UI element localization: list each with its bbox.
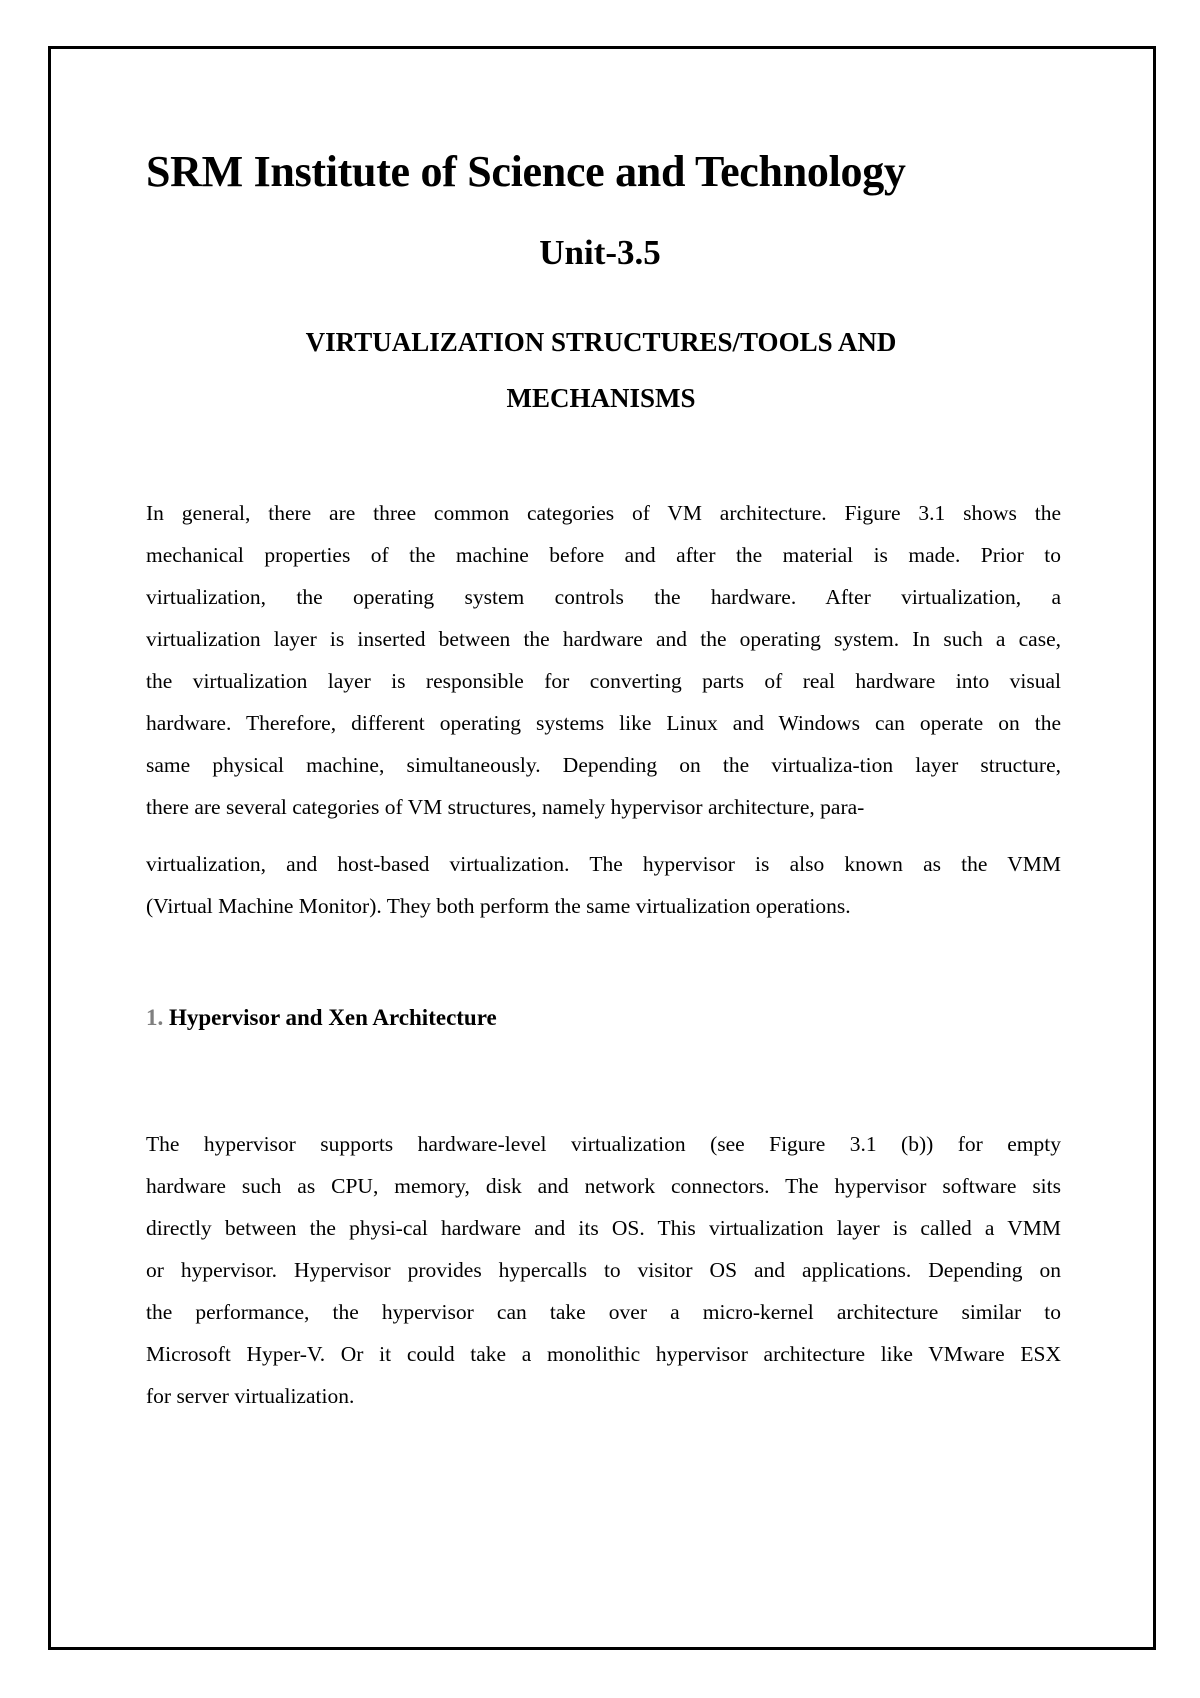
paragraph-line: mechanical properties of the machine before and after the material is made. Prior to <box>146 543 1061 567</box>
paragraph-line: hardware. Therefore, different operating systems like Linux and Windows can operate on the <box>146 711 1061 735</box>
section-title <box>240 314 962 426</box>
section-title-line-2: MECHANISMS <box>506 383 696 413</box>
paragraph-line: the performance, the hypervisor can take over a micro-kernel architecture similar to <box>146 1300 1061 1324</box>
subheading-hypervisor <box>146 1005 497 1031</box>
subheading-text: Hypervisor and Xen Architecture <box>169 1005 497 1030</box>
paragraph-line: The hypervisor supports hardware-level virtualization (see Figure 3.1 (b)) for empty <box>146 1132 1061 1156</box>
paragraph-continuation <box>146 843 1061 927</box>
paragraph-line: (Virtual Machine Monitor). They both perform the same virtualization operations. <box>146 894 851 918</box>
paragraph-line: the virtualization layer is responsible for converting parts of real hardware into visual <box>146 669 1061 693</box>
paragraph-line: virtualization, the operating system controls the hardware. After virtualization, a <box>146 585 1061 609</box>
subheading-number: 1. <box>146 1005 164 1030</box>
paragraph-line: virtualization layer is inserted between the hardware and the operating system. In such a case, <box>146 627 1061 651</box>
paragraph-line: or hypervisor. Hypervisor provides hypercalls to visitor OS and applications. Depending on <box>146 1258 1061 1282</box>
paragraph-line: hardware such as CPU, memory, disk and network connectors. The hypervisor software sits <box>146 1174 1061 1198</box>
paragraph-line: same physical machine, simultaneously. Depending on the virtualiza-tion layer structure, <box>146 753 1061 777</box>
section-title-line-1: VIRTUALIZATION STRUCTURES/TOOLS AND <box>305 327 897 357</box>
paragraph-line: virtualization, and host-based virtualization. The hypervisor is also known as the VMM <box>146 852 1061 876</box>
paragraph-line: for server virtualization. <box>146 1384 355 1408</box>
paragraph-line: In general, there are three common categories of VM architecture. Figure 3.1 shows the <box>146 501 1061 525</box>
paragraph-line: Microsoft Hyper-V. Or it could take a monolithic hypervisor architecture like VMware ESX <box>146 1342 1061 1366</box>
paragraph-hypervisor <box>146 1123 1061 1417</box>
paragraph-line: directly between the physi-cal hardware and its OS. This virtualization layer is called a VMM <box>146 1216 1061 1240</box>
paragraph-line: there are several categories of VM structures, namely hypervisor architecture, para- <box>146 795 865 819</box>
unit-title: Unit-3.5 <box>539 233 661 272</box>
paragraph-intro <box>146 492 1061 828</box>
institute-title: SRM Institute of Science and Technology <box>146 147 906 196</box>
